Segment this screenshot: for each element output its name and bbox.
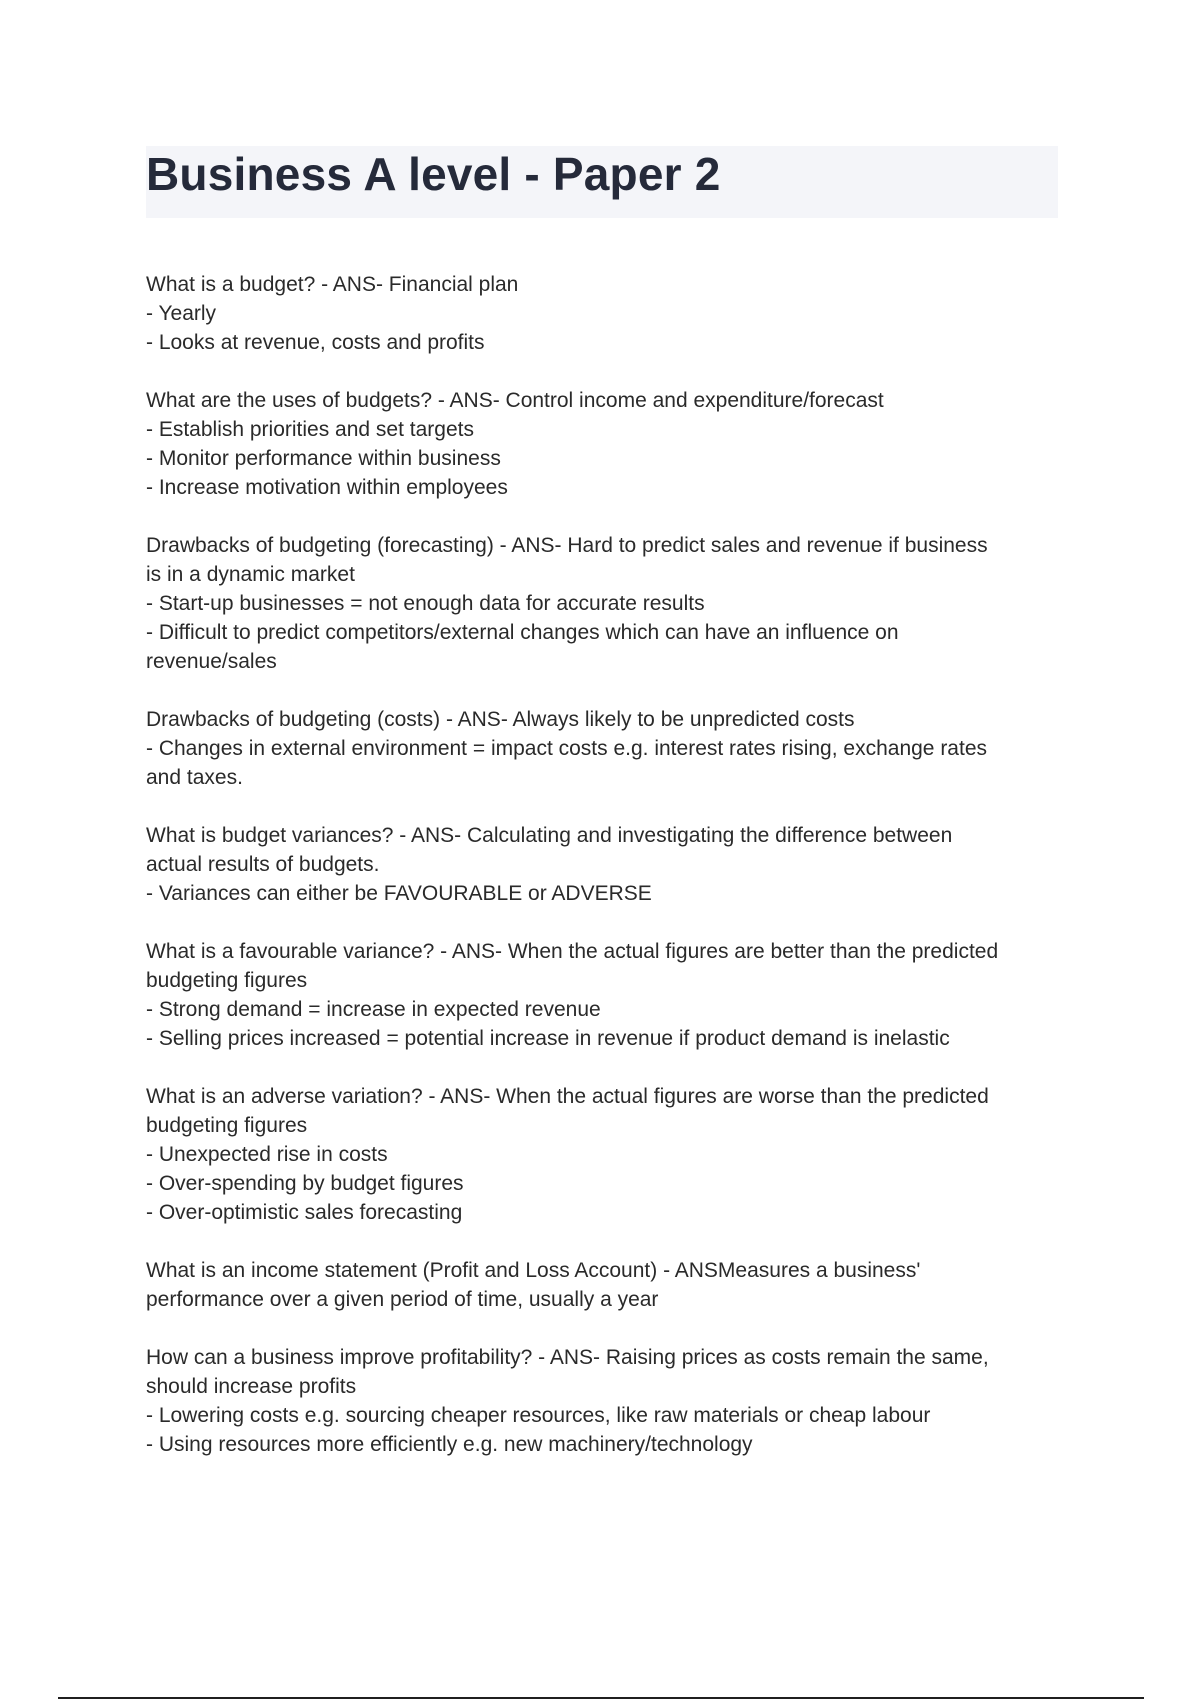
text-line: What is an income statement (Profit and Loss Account) - ANSMeasures a business' — [146, 1259, 921, 1282]
text-line: - Changes in external environment = impact costs e.g. interest rates rising, exchange rates — [146, 737, 988, 760]
text-line: What is a budget? - ANS- Financial plan — [146, 273, 519, 296]
text-line: - Lowering costs e.g. sourcing cheaper resources, like raw materials or cheap labour — [146, 1404, 931, 1427]
text-line: What is an adverse variation? - ANS- When the actual figures are worse than the predicted — [146, 1085, 989, 1108]
text-line: budgeting figures — [146, 1114, 308, 1137]
text-line: - Difficult to predict competitors/external changes which can have an influence on — [146, 621, 899, 644]
text-line: budgeting figures — [146, 969, 308, 992]
text-line: How can a business improve profitability? - ANS- Raising prices as costs remain the same, — [146, 1346, 989, 1369]
text-line: What is budget variances? - ANS- Calculating and investigating the difference between — [146, 824, 953, 847]
text-line: - Using resources more efficiently e.g. new machinery/technology — [146, 1433, 753, 1456]
qa-entry — [146, 531, 1066, 676]
qa-entry — [146, 270, 1066, 357]
bottom-rule — [58, 1697, 1144, 1699]
qa-content — [146, 270, 1066, 1488]
text-line: - Increase motivation within employees — [146, 476, 508, 499]
text-line: and taxes. — [146, 766, 243, 789]
qa-entry — [146, 1343, 1066, 1459]
text-line: is in a dynamic market — [146, 563, 355, 586]
text-line: performance over a given period of time, usually a year — [146, 1288, 659, 1311]
text-line: - Variances can either be FAVOURABLE or ADVERSE — [146, 882, 652, 905]
text-line: should increase profits — [146, 1375, 357, 1398]
text-line: Drawbacks of budgeting (forecasting) - ANS- Hard to predict sales and revenue if business — [146, 534, 988, 557]
text-line: - Start-up businesses = not enough data for accurate results — [146, 592, 705, 615]
qa-entry — [146, 386, 1066, 502]
text-line: Drawbacks of budgeting (costs) - ANS- Always likely to be unpredicted costs — [146, 708, 855, 731]
text-line: actual results of budgets. — [146, 853, 380, 876]
qa-entry — [146, 821, 1066, 908]
text-line: - Over-spending by budget figures — [146, 1172, 464, 1195]
text-line: - Establish priorities and set targets — [146, 418, 474, 441]
qa-entry — [146, 1082, 1066, 1227]
text-line: - Selling prices increased = potential increase in revenue if product demand is inelastic — [146, 1027, 950, 1050]
text-line: - Unexpected rise in costs — [146, 1143, 388, 1166]
text-line: - Monitor performance within business — [146, 447, 501, 470]
text-line: - Yearly — [146, 302, 217, 325]
qa-entry — [146, 705, 1066, 792]
qa-entry — [146, 937, 1066, 1053]
document-title: Business A level - Paper 2 — [146, 148, 721, 200]
text-line: What is a favourable variance? - ANS- When the actual figures are better than the predicted — [146, 940, 999, 963]
text-line: - Looks at revenue, costs and profits — [146, 331, 485, 354]
text-line: What are the uses of budgets? - ANS- Control income and expenditure/forecast — [146, 389, 884, 412]
text-line: - Strong demand = increase in expected revenue — [146, 998, 601, 1021]
qa-entry — [146, 1256, 1066, 1314]
text-line: - Over-optimistic sales forecasting — [146, 1201, 463, 1224]
text-line: revenue/sales — [146, 650, 277, 673]
